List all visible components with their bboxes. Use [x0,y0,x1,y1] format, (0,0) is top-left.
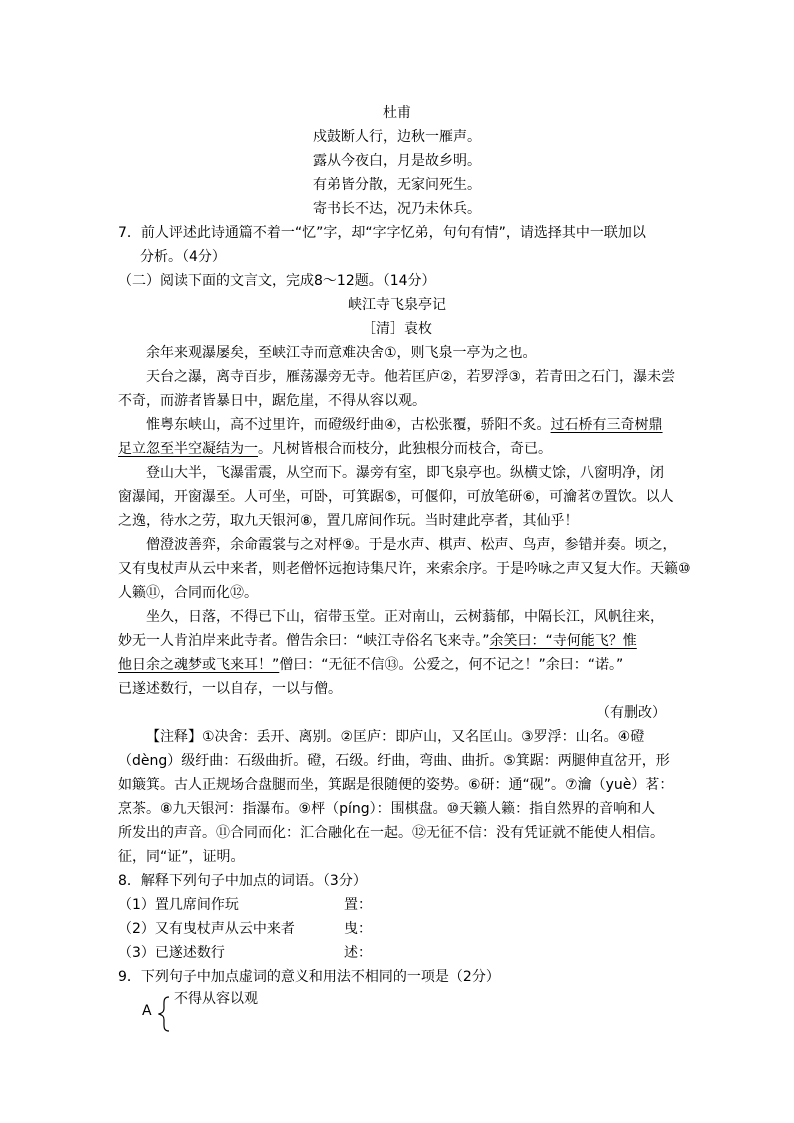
essay-paragraph-line [118,632,637,650]
question-7-line: 分析。（4分） [140,249,226,265]
essay-paragraph-line: 之逸，待水之劳，取九天银河⑧，置几席间作玩。当时建此亭者，其仙乎！ [118,513,579,529]
option-label: A [142,1003,152,1019]
essay-text: 僧曰：“无征不信⑬。公爱之，何不记之！”余曰：“诺。” [279,657,624,673]
question-8-word: 置： [344,897,372,913]
poem-line: 寄书长不达，况乃未休兵。 [313,201,481,217]
poem-author: 杜甫 [383,105,411,121]
essay-title: 峡江寺飞泉亭记 [348,297,446,313]
essay-paragraph-line: 僧澄波善弈，余命霞裳与之对枰⑨。于是水声、棋声、松声、鸟声，参错并奏。顷之， [146,537,677,553]
question-8-sentence: （3）已遂述数行 [118,945,225,961]
source-note: （有删改） [596,705,666,721]
poem-line: 露从今夜白，月是故乡明。 [313,153,481,169]
option-text: 不得从容以观 [174,991,258,1007]
underlined-sentence: 他日余之魂梦或飞来耳！” [118,657,280,673]
essay-paragraph-line [146,416,663,434]
essay-paragraph-line: 窗瀑闻，开窗瀑至。人可坐，可卧，可箕踞⑤，可偃仰，可放笔研⑥，可瀹茗⑦置饮。以人 [118,489,674,505]
question-8-word: 述： [344,945,372,961]
annotation-line: （dèng）级纡曲：石级曲折。磴，石级。纡曲，弯曲、曲折。⑤箕踞：两腿伸直岔开，形 [118,753,670,769]
essay-text: 。凡树皆根合而枝分，此独根分而枝合，奇已。 [258,441,552,457]
section-heading: （二）阅读下面的文言文，完成8～12题。（14分） [118,273,436,289]
question-8-heading: 8．解释下列句子中加点的词语。（3分） [118,873,367,889]
essay-paragraph-line [118,656,623,674]
underlined-sentence: 足立忽至半空凝结为一 [118,441,258,457]
essay-paragraph-line: 不奇，而游者皆暴日中，踞危崖，不得从容以观。 [118,393,426,409]
question-8-word: 曳： [344,921,372,937]
essay-text: 妙无一人肯泊岸来此寺者。僧告余曰：“峡江寺俗名飞来寺。” [118,633,490,649]
question-9-heading: 9．下列句子中加点虚词的意义和用法不相同的一项是（2分） [118,969,500,985]
poem-line: 戍鼓断人行，边秋一雁声。 [313,129,481,145]
essay-paragraph-line: 坐久，日落，不得已下山，宿带玉堂。正对南山，云树蓊郁，中隔长江，风帆往来， [146,609,664,625]
underlined-sentence: 过石桥有三奇树鼎 [550,417,663,433]
essay-author: ［清］袁枚 [362,321,432,337]
essay-paragraph-line: 登山大半，飞瀑雷震，从空而下。瀑旁有室，即飞泉亭也。纵横丈馀，八窗明净，闭 [146,465,664,481]
essay-paragraph-line: 已遂述数行，一以自存，一以与僧。 [118,681,342,697]
poem-line: 有弟皆分散，无家问死生。 [313,177,481,193]
left-brace-icon [158,996,170,1032]
question-8-sentence: （1）置几席间作玩 [118,897,239,913]
annotation-line: 如簸箕。古人正规场合盘腿而坐，箕踞是很随便的姿势。⑥研：通“砚”。⑦瀹（yuè）茗： [118,777,674,793]
essay-text: 惟粤东峡山，高不过里许，而磴级纡曲④，古松张覆，骄阳不炙。 [146,417,551,433]
essay-paragraph-line [118,440,552,458]
underlined-sentence: 余笑曰：“寺何能飞？惟 [489,633,637,649]
annotation-line: 征，同“证”，证明。 [118,849,245,865]
essay-paragraph-line: 又有曳杖声从云中来者，则老僧怀远抱诗集尺许，来索余序。于是吟咏之声又复大作。天籁⑩ [118,561,691,577]
essay-paragraph-line: 天台之瀑，离寺百步，雁荡瀑旁无寺。他若匡庐②，若罗浮③，若青田之石门，瀑未尝 [146,369,676,385]
question-8-sentence: （2）又有曳杖声从云中来者 [118,921,295,937]
question-7-line: 7．前人评述此诗通篇不着一“忆”字，却“字字忆弟，句句有情”，请选择其中一联加以 [118,225,646,241]
annotation-line: 烹茶。⑧九天银河：指瀑布。⑨枰（píng）：围棋盘。⑩天籁人籁：指自然界的音响和人 [118,801,656,817]
essay-paragraph-line: 人籁⑪，合同而化⑫。 [118,585,258,601]
annotation-line: 【注释】①决舍：丢开、离别。②匡庐：即庐山，又名匡山。③罗浮：山名。④磴 [146,729,645,745]
essay-paragraph-line: 余年来观瀑屡矣，至峡江寺而意难决舍①，则飞泉一亭为之也。 [146,345,537,361]
annotation-line: 所发出的声音。⑪合同而化：汇合融化在一起。⑫无征不信：没有凭证就不能使人相信。 [118,825,664,841]
